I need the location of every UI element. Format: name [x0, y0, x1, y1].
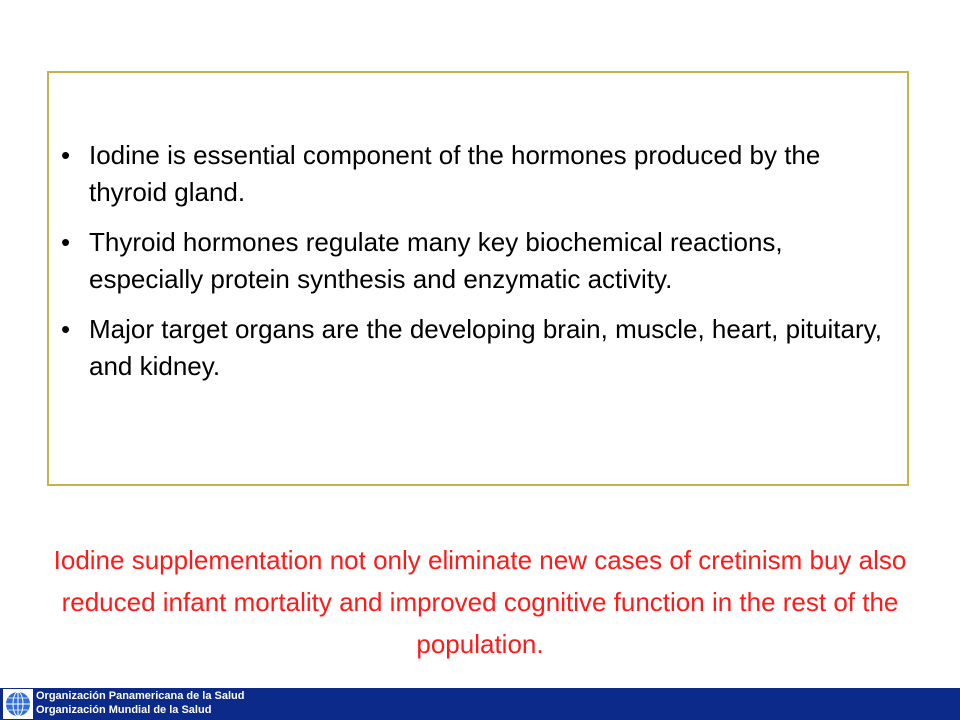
bullet-item — [61, 224, 901, 298]
globe-emblem-icon — [3, 689, 33, 719]
footer-line-1: Organización Panamericana de la Salud — [36, 690, 245, 702]
bullet-item — [61, 137, 901, 211]
bullet-box — [47, 71, 909, 486]
bullet-list — [61, 137, 901, 398]
footer-bar — [0, 688, 960, 720]
bullet-marker: • — [61, 314, 71, 344]
bullet-text: Thyroid hormones regulate many key biochemical reactions, especially protein synthesis and enzymatic activity. — [89, 227, 783, 294]
bullet-text: Iodine is essential component of the hormones produced by the thyroid gland. — [89, 140, 821, 207]
footer-line-2: Organización Mundial de la Salud — [36, 704, 212, 716]
footer-text — [36, 689, 244, 717]
bullet-marker: • — [61, 140, 71, 170]
bullet-text: Major target organs are the developing brain, muscle, heart, pituitary, and kidney. — [89, 314, 882, 381]
bullet-marker: • — [61, 227, 71, 257]
bullet-item — [61, 311, 901, 385]
callout-text: Iodine supplementation not only eliminate new cases of cretinism buy also reduced infant mortality and improved cognitive function in the rest of the population. — [53, 545, 907, 659]
